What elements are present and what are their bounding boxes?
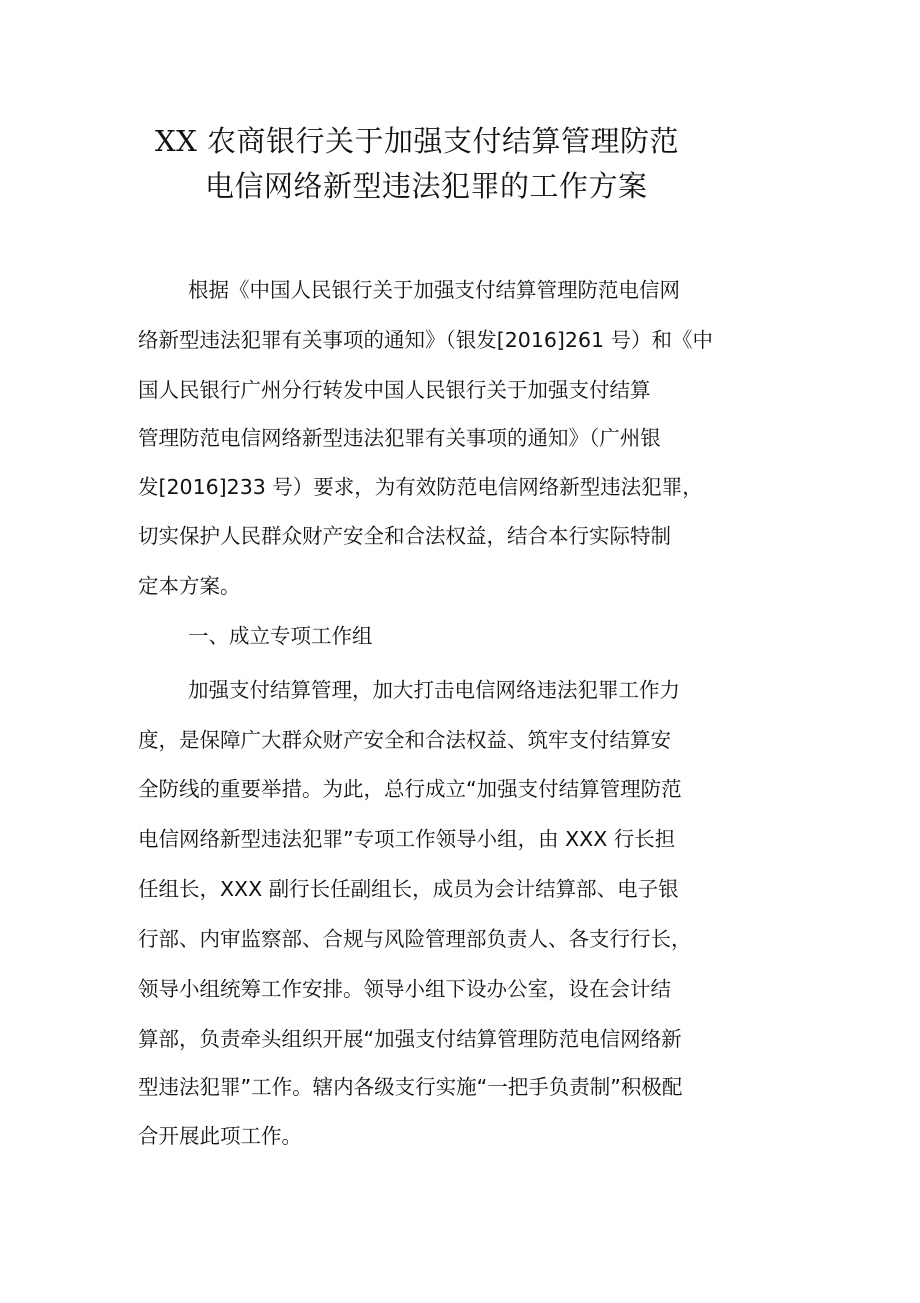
section-heading: 一、成立专项工作组 xyxy=(188,624,373,648)
paragraph-line: 任组长，XXX 副行长任副组长，成员为会计结算部、电子银 xyxy=(138,877,679,901)
paragraph-line: 定本方案。 xyxy=(138,574,241,598)
paragraph-line: 发[2016]233 号）要求，为有效防范电信网络新型违法犯罪， xyxy=(138,475,703,499)
paragraph-line: 全防线的重要举措。为此，总行成立“加强支付结算管理防范 xyxy=(138,777,682,801)
paragraph-line: 根据《中国人民银行关于加强支付结算管理防范电信网 xyxy=(188,278,680,302)
paragraph-line: 电信网络新型违法犯罪”专项工作领导小组，由 XXX 行长担 xyxy=(138,827,676,851)
paragraph-line: 管理防范电信网络新型违法犯罪有关事项的通知》（广州银 xyxy=(138,426,661,450)
paragraph-line: 型违法犯罪”工作。辖内各级支行实施“一把手负责制”积极配 xyxy=(138,1075,683,1099)
paragraph-line: 算部，负责牵头组织开展“加强支付结算管理防范电信网络新 xyxy=(138,1027,682,1051)
paragraph-line: 国人民银行广州分行转发中国人民银行关于加强支付结算 xyxy=(138,378,651,402)
paragraph-line: 络新型违法犯罪有关事项的通知》（银发[2016]261 号）和《中 xyxy=(138,328,714,352)
document-title-line-2: 电信网络新型违法犯罪的工作方案 xyxy=(205,169,648,203)
paragraph-line: 领导小组统筹工作安排。领导小组下设办公室，设在会计结 xyxy=(138,977,671,1001)
paragraph-line: 行部、内审监察部、合规与风险管理部负责人、各支行行长， xyxy=(138,927,692,951)
paragraph-line: 切实保护人民群众财产安全和合法权益，结合本行实际特制 xyxy=(138,524,671,548)
paragraph-line: 加强支付结算管理，加大打击电信网络违法犯罪工作力 xyxy=(188,678,680,702)
paragraph-line: 度，是保障广大群众财产安全和合法权益、筑牢支付结算安 xyxy=(138,728,671,752)
document-title-line-1: XX 农商银行关于加强支付结算管理防范 xyxy=(155,124,680,158)
paragraph-line: 合开展此项工作。 xyxy=(138,1124,302,1148)
